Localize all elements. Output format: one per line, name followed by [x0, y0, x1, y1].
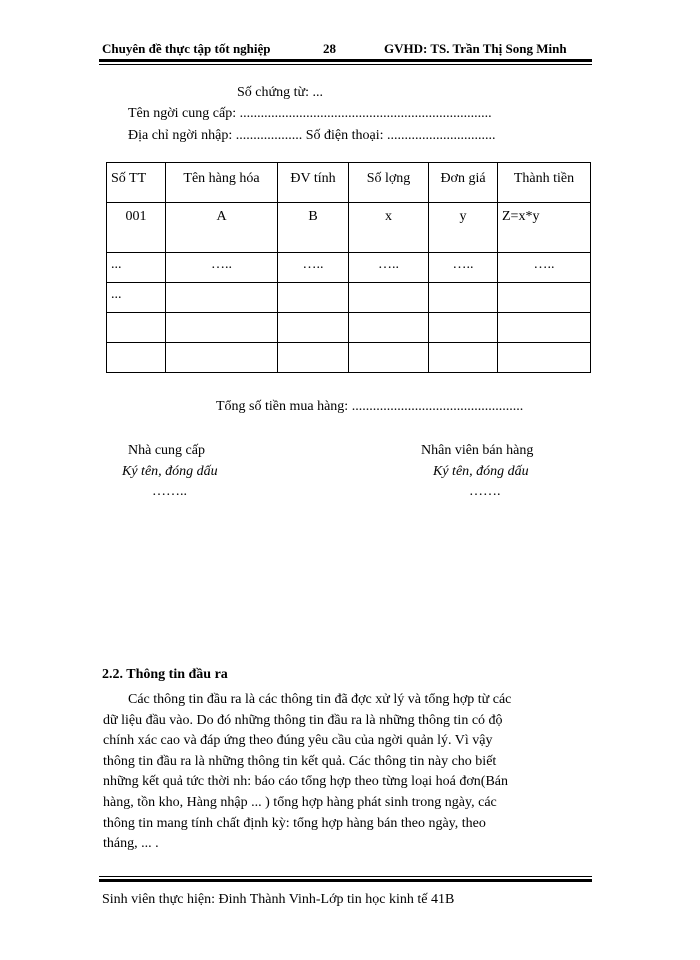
table-cell: [349, 313, 429, 343]
header-rule-thick: [99, 59, 592, 62]
table-row: [107, 283, 591, 313]
table-cell: …..: [429, 253, 498, 283]
seller-signature-note: Ký tên, đóng dấu: [433, 464, 529, 479]
table-cell: [498, 283, 591, 313]
table-cell: [498, 313, 591, 343]
table-cell: ...: [107, 253, 166, 283]
table-header-cell: Số TT: [107, 163, 166, 203]
table-cell: [349, 283, 429, 313]
table-header-cell: Số lợng: [349, 163, 429, 203]
table-cell: …..: [498, 253, 591, 283]
goods-table: [106, 162, 591, 373]
paragraph-line: thông tin mang tính chất định kỳ: tổng hợp hàng bán theo ngày, theo: [103, 815, 486, 831]
table-cell: [429, 313, 498, 343]
table-cell: [498, 343, 591, 373]
paragraph-line: Các thông tin đầu ra là các thông tin đã đợc xử lý và tổng hợp từ các: [128, 692, 512, 707]
header-rule-thin: [99, 64, 592, 65]
table-cell: [349, 343, 429, 373]
paragraph-line: những kết quả tức thời nh: báo cáo tổng hợp theo từng loại hoá đơn(Bán: [103, 774, 509, 790]
footer-student-info: Sinh viên thực hiện: Đinh Thành Vinh-Lớp tin học kinh tế 41B: [102, 892, 455, 907]
table-row: [107, 253, 591, 283]
table-header-cell: Thành tiền: [498, 163, 591, 203]
table-row: [107, 203, 591, 253]
table-cell: …..: [349, 253, 429, 283]
table-cell: [166, 283, 278, 313]
supplier-signature-note: Ký tên, đóng dấu: [122, 464, 218, 479]
section-paragraph: [103, 690, 590, 855]
footer-rule-thin: [99, 876, 592, 877]
table-header-cell: Đơn giá: [429, 163, 498, 203]
section-heading: 2.2. Thông tin đầu ra: [102, 667, 228, 682]
table-cell: [278, 313, 349, 343]
table-row: [107, 313, 591, 343]
table-cell: [166, 313, 278, 343]
table-cell: A: [166, 203, 278, 253]
supplier-signature-dots: ……..: [152, 484, 187, 499]
table-cell: [107, 343, 166, 373]
table-cell: 001: [107, 203, 166, 253]
table-cell: y: [429, 203, 498, 253]
paragraph-line: dữ liệu đầu vào. Do đó những thông tin đầu ra là những thông tin có độ: [103, 712, 503, 728]
table-cell: Z=x*y: [498, 203, 591, 253]
table-cell: x: [349, 203, 429, 253]
table-cell: [278, 283, 349, 313]
paragraph-line: thông tin đầu ra là những thông tin kết quả. Các thông tin này cho biết: [103, 753, 497, 769]
table-header-cell: ĐV tính: [278, 163, 349, 203]
paragraph-line: hàng, tồn kho, Hàng nhập ... ) tổng hợp hàng phát sinh trong ngày, các: [103, 794, 497, 810]
table-header-row: [107, 163, 591, 203]
table-cell: [166, 343, 278, 373]
header-supervisor: GVHD: TS. Trần Thị Song Minh: [384, 41, 567, 56]
table-cell: B: [278, 203, 349, 253]
supplier-name-line: Tên ngời cung cấp: ........................................................................: [128, 106, 492, 121]
voucher-number-line: Số chứng từ: ...: [237, 85, 323, 100]
header-title: Chuyên đề thực tập tốt nghiệp: [102, 41, 271, 56]
total-amount-line: Tổng số tiền mua hàng: .................................................: [216, 399, 524, 414]
table-cell: [429, 283, 498, 313]
table-header-cell: Tên hàng hóa: [166, 163, 278, 203]
paragraph-line: chính xác cao và đáp ứng theo đúng yêu cầu của ngời quản lý. Vì vậy: [103, 733, 493, 749]
table-row: [107, 343, 591, 373]
seller-signature-title: Nhân viên bán hàng: [421, 443, 534, 458]
table-cell: [107, 313, 166, 343]
seller-signature-dots: …….: [469, 484, 501, 499]
table-cell: [429, 343, 498, 373]
page-number: 28: [323, 41, 336, 56]
address-phone-line: Địa chỉ ngời nhập: ................... Số điện thoại: ...............................: [128, 128, 496, 143]
footer-rule-thick: [99, 879, 592, 882]
table-cell: [278, 343, 349, 373]
table-cell: ...: [107, 283, 166, 313]
supplier-signature-title: Nhà cung cấp: [128, 443, 205, 458]
table-cell: …..: [166, 253, 278, 283]
table-cell: …..: [278, 253, 349, 283]
paragraph-line: tháng, ... .: [103, 836, 159, 852]
